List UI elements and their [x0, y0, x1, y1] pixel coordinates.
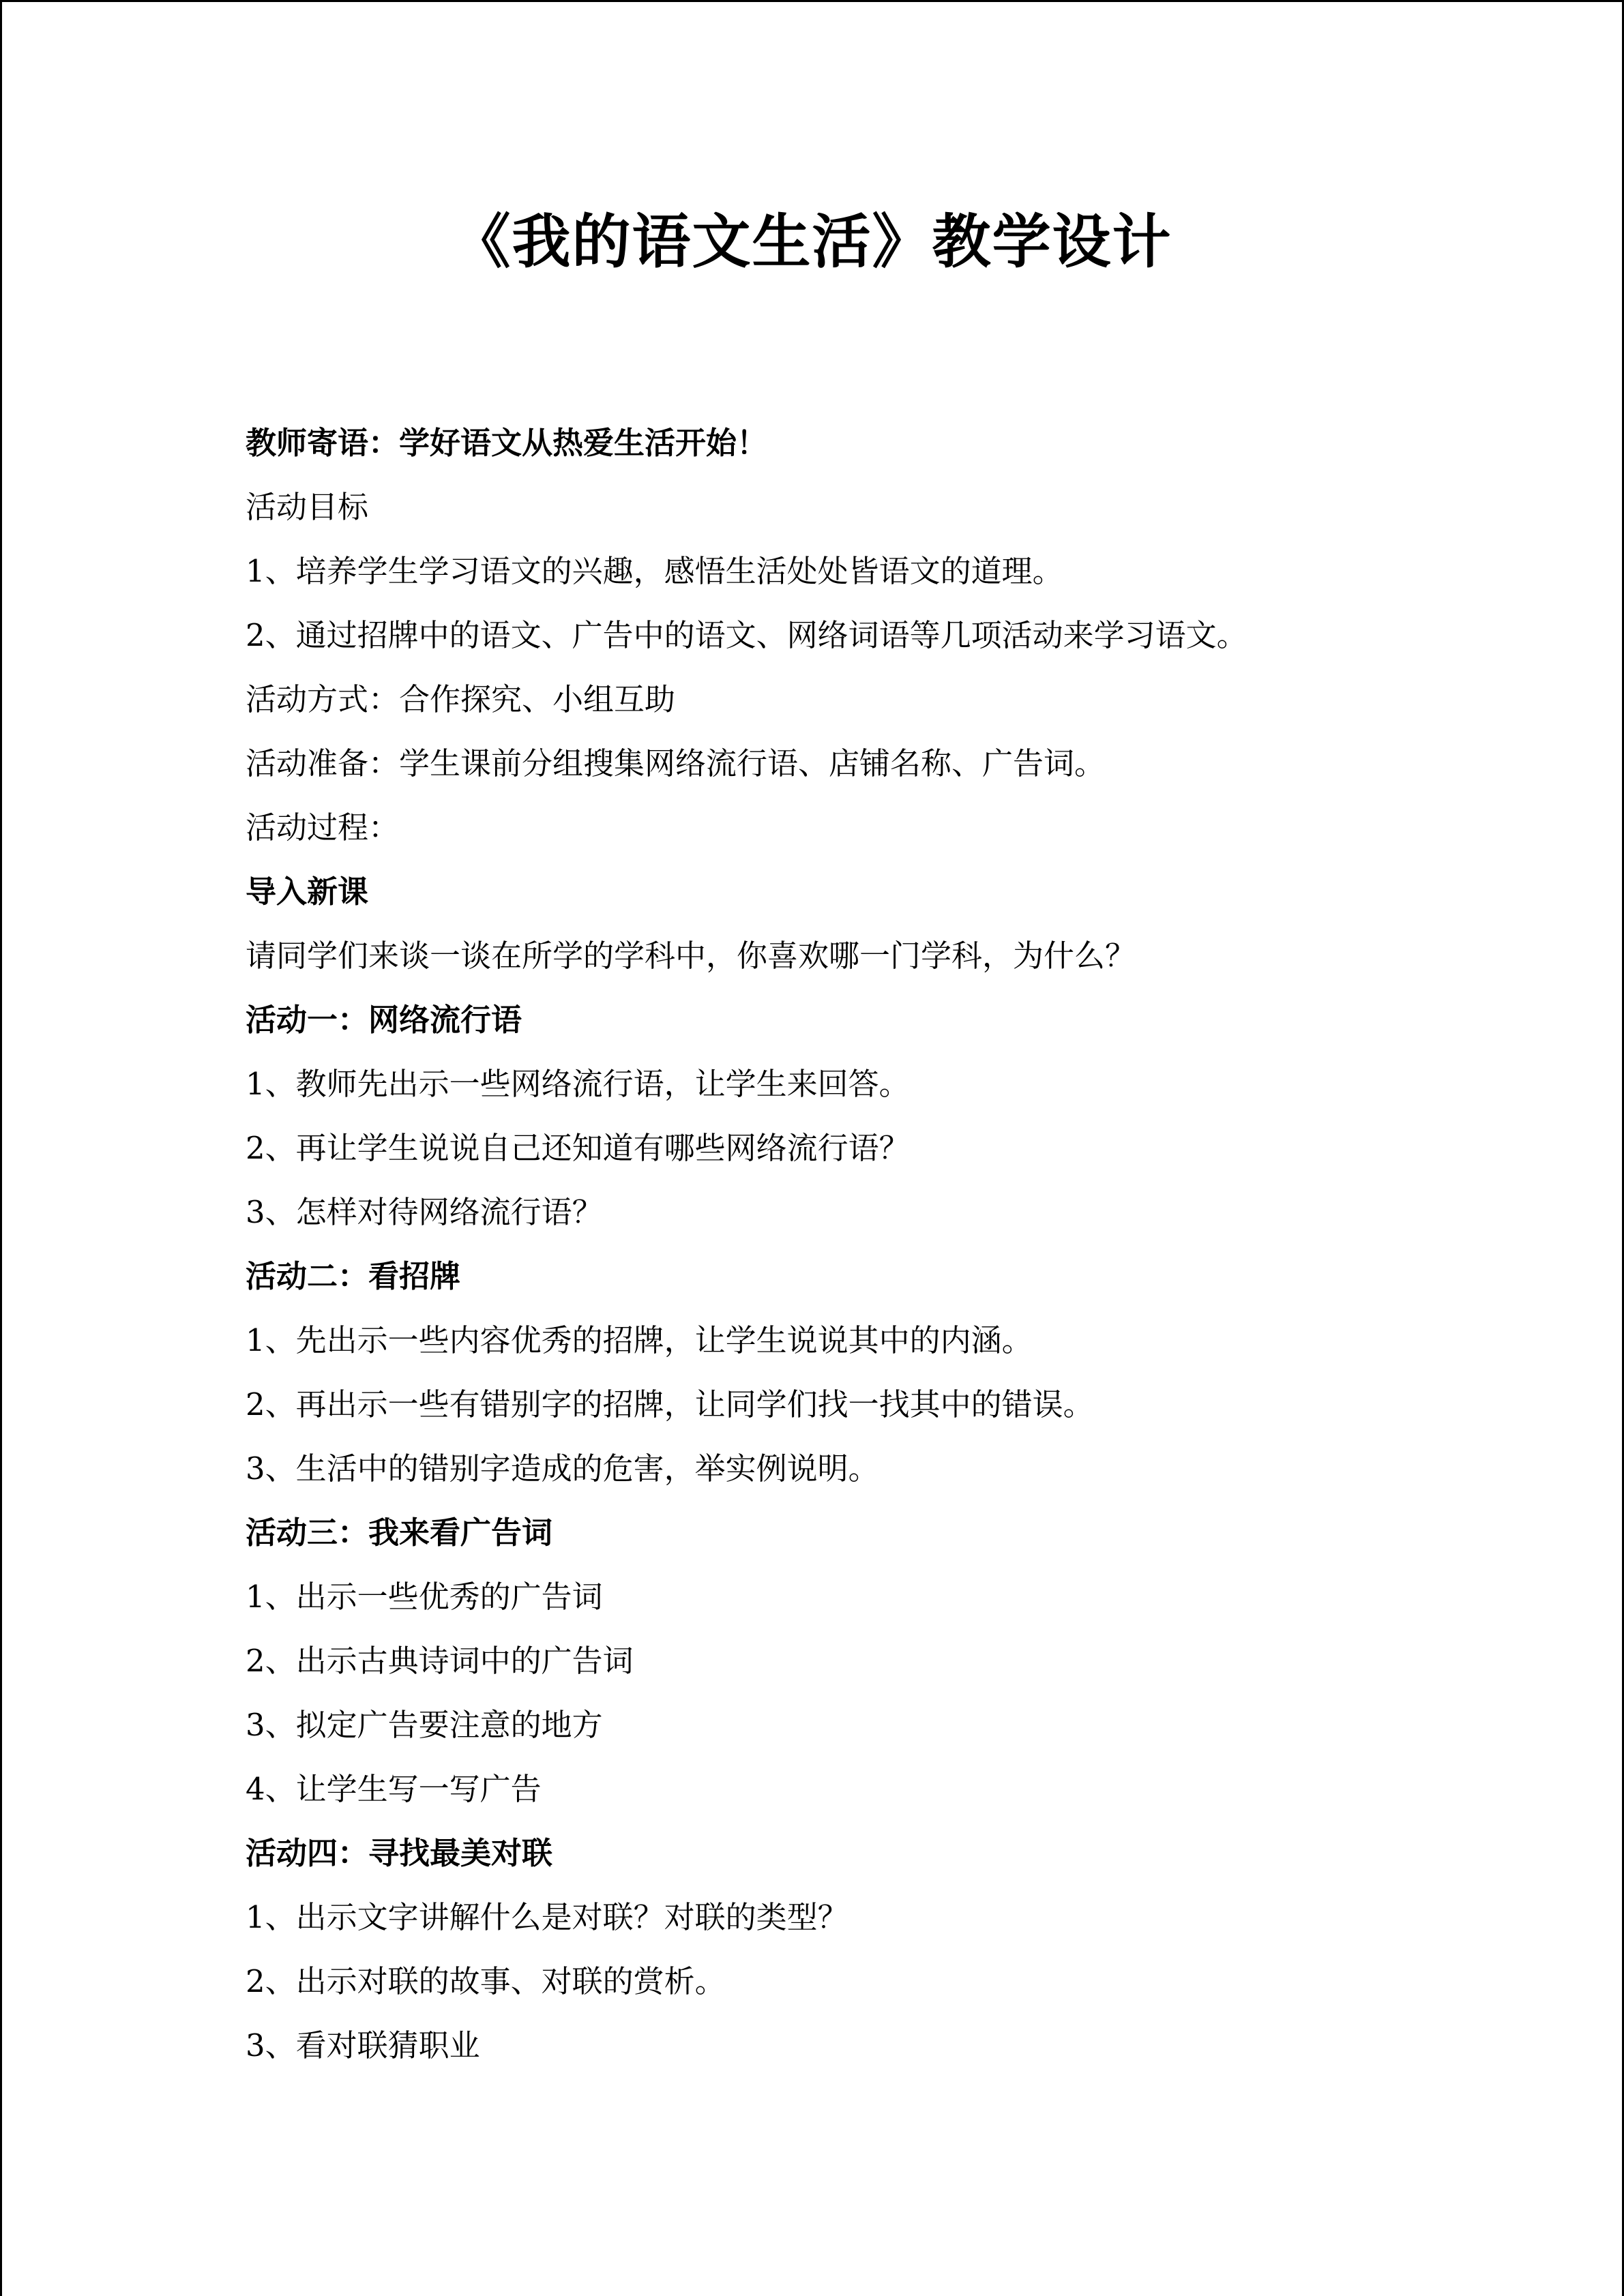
section-heading: 活动四：寻找最美对联 [246, 1835, 553, 1871]
paragraph-line: 2、出示古典诗词中的广告词 [246, 1643, 634, 1679]
paragraph-line: 3、怎样对待网络流行语？ [246, 1194, 603, 1230]
paragraph-line: 1、出示文字讲解什么是对联？对联的类型？ [246, 1899, 848, 1935]
paragraph-line: 活动准备：学生课前分组搜集网络流行语、店铺名称、广告词。 [246, 745, 1106, 781]
paragraph-line: 3、生活中的错别字造成的危害，举实例说明。 [246, 1450, 879, 1487]
paragraph-line: 2、通过招牌中的语文、广告中的语文、网络词语等几项活动来学习语文。 [246, 617, 1247, 653]
section-heading: 活动三：我来看广告词 [246, 1515, 553, 1551]
paragraph-line: 1、出示一些优秀的广告词 [246, 1579, 603, 1615]
document-title: 《我的语文生活》教学设计 [452, 207, 1172, 276]
paragraph-line: 3、拟定广告要注意的地方 [246, 1707, 603, 1743]
paragraph-line: 2、再让学生说说自己还知道有哪些网络流行语？ [246, 1130, 910, 1166]
paragraph-line: 活动方式：合作探究、小组互助 [246, 681, 676, 717]
paragraph-line: 1、培养学生学习语文的兴趣，感悟生活处处皆语文的道理。 [246, 553, 1063, 589]
paragraph-line: 2、出示对联的故事、对联的赏析。 [246, 1963, 726, 1999]
section-heading: 导入新课 [246, 874, 369, 910]
paragraph-line: 4、让学生写一写广告 [246, 1771, 542, 1807]
document-body [246, 411, 1473, 2078]
paragraph-line: 2、再出示一些有错别字的招牌，让同学们找一找其中的错误。 [246, 1386, 1094, 1422]
paragraph-line: 1、教师先出示一些网络流行语，让学生来回答。 [246, 1066, 910, 1102]
paragraph-line: 请同学们来谈一谈在所学的学科中，你喜欢哪一门学科，为什么？ [246, 938, 1136, 974]
section-heading: 活动一：网络流行语 [246, 1002, 522, 1038]
paragraph-line: 3、看对联猜职业 [246, 2027, 480, 2063]
paragraph-line: 活动过程： [246, 809, 400, 846]
section-heading: 活动二：看招牌 [246, 1258, 461, 1294]
paragraph-line: 1、先出示一些内容优秀的招牌，让学生说说其中的内涵。 [246, 1322, 1033, 1358]
paragraph-line: 活动目标 [246, 489, 369, 525]
section-heading: 教师寄语：学好语文从热爱生活开始！ [246, 425, 768, 461]
